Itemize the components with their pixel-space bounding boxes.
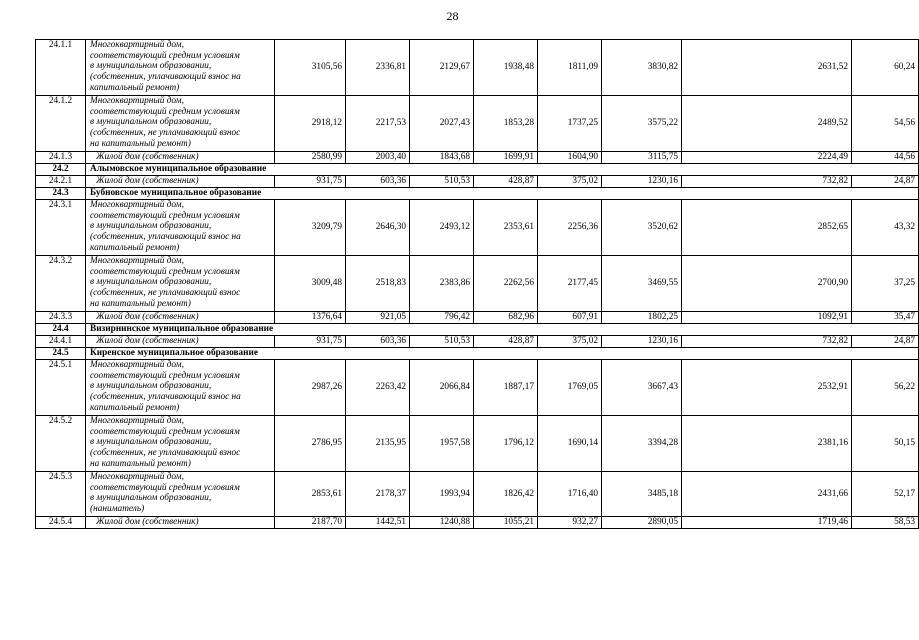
row-code: 24.1.1 — [36, 40, 86, 96]
row-code: 24.5.3 — [36, 472, 86, 517]
value-cell: 3830,82 — [602, 40, 682, 96]
description-line: (наниматель) — [90, 504, 145, 515]
table-row — [36, 176, 919, 188]
tariff-table — [35, 39, 919, 529]
value-cell: 60,24 — [852, 40, 919, 96]
value-cell: 3469,55 — [602, 256, 682, 312]
description-line: капитальный ремонт) — [90, 242, 180, 253]
value-cell: 1719,46 — [682, 517, 852, 529]
value-cell: 1376,64 — [275, 312, 346, 324]
value-cell: 2918,12 — [275, 96, 346, 152]
description-line: соответствующий средним условиям — [90, 482, 240, 493]
description-line: в муниципальном образовании, — [90, 493, 212, 504]
description-line: соответствующий средним условиям — [90, 266, 240, 277]
row-description — [86, 96, 275, 152]
section-title: Бубновское муниципальное образование — [86, 188, 919, 200]
section-title: Визирнинское муниципальное образование — [86, 324, 919, 336]
value-cell: 1716,40 — [538, 472, 602, 517]
row-description — [86, 360, 275, 416]
description-line: Многоквартирный дом, — [90, 200, 184, 210]
description-line: в муниципальном образовании, — [90, 381, 212, 392]
value-cell: 1769,05 — [538, 360, 602, 416]
row-code: 24.4.1 — [36, 336, 86, 348]
description-line: на капитальный ремонт) — [90, 298, 191, 309]
value-cell: 2700,90 — [682, 256, 852, 312]
value-cell: 52,17 — [852, 472, 919, 517]
value-cell: 1853,28 — [474, 96, 538, 152]
description-line: соответствующий средним условиям — [90, 210, 240, 221]
description-line: (собственник, не уплачивающий взнос — [90, 128, 241, 139]
value-cell: 2129,67 — [410, 40, 474, 96]
description-line: соответствующий средним условиям — [90, 106, 240, 117]
value-cell: 24,87 — [852, 336, 919, 348]
description-line: (собственник, не уплачивающий взнос — [90, 288, 241, 299]
row-description: Жилой дом (собственник) — [86, 152, 275, 164]
section-row — [36, 324, 919, 336]
section-code: 24.2 — [36, 164, 86, 176]
row-code: 24.1.3 — [36, 152, 86, 164]
table-row — [36, 200, 919, 256]
table-row — [36, 472, 919, 517]
value-cell: 2135,95 — [346, 416, 410, 472]
value-cell: 607,91 — [538, 312, 602, 324]
value-cell: 1055,21 — [474, 517, 538, 529]
value-cell: 2518,83 — [346, 256, 410, 312]
table-row — [36, 360, 919, 416]
value-cell: 2852,65 — [682, 200, 852, 256]
value-cell: 1993,94 — [410, 472, 474, 517]
row-description: Жилой дом (собственник) — [86, 517, 275, 529]
section-row — [36, 188, 919, 200]
value-cell: 2381,16 — [682, 416, 852, 472]
value-cell: 2177,45 — [538, 256, 602, 312]
table-row — [36, 312, 919, 324]
value-cell: 921,05 — [346, 312, 410, 324]
value-cell: 3667,43 — [602, 360, 682, 416]
value-cell: 1796,12 — [474, 416, 538, 472]
value-cell: 2890,05 — [602, 517, 682, 529]
value-cell: 1699,91 — [474, 152, 538, 164]
description-line: на капитальный ремонт) — [90, 458, 191, 469]
value-cell: 510,53 — [410, 176, 474, 188]
value-cell: 3520,62 — [602, 200, 682, 256]
value-cell: 375,02 — [538, 176, 602, 188]
value-cell: 2256,36 — [538, 200, 602, 256]
value-cell: 3209,79 — [275, 200, 346, 256]
value-cell: 2431,66 — [682, 472, 852, 517]
table-row — [36, 96, 919, 152]
description-line: (собственник, уплачивающий взнос на — [90, 72, 241, 83]
value-cell: 1092,91 — [682, 312, 852, 324]
value-cell: 510,53 — [410, 336, 474, 348]
row-description — [86, 256, 275, 312]
value-cell: 428,87 — [474, 336, 538, 348]
value-cell: 2336,81 — [346, 40, 410, 96]
description-line: капитальный ремонт) — [90, 82, 180, 93]
description-line: в муниципальном образовании, — [90, 277, 212, 288]
value-cell: 2383,86 — [410, 256, 474, 312]
value-cell: 3105,56 — [275, 40, 346, 96]
description-line: соответствующий средним условиям — [90, 426, 240, 437]
value-cell: 43,32 — [852, 200, 919, 256]
value-cell: 2263,42 — [346, 360, 410, 416]
value-cell: 44,56 — [852, 152, 919, 164]
value-cell: 2493,12 — [410, 200, 474, 256]
table-row — [36, 336, 919, 348]
value-cell: 1843,68 — [410, 152, 474, 164]
row-code: 24.3.1 — [36, 200, 86, 256]
value-cell: 3115,75 — [602, 152, 682, 164]
value-cell: 732,82 — [682, 336, 852, 348]
row-description: Жилой дом (собственник) — [86, 336, 275, 348]
value-cell: 1240,88 — [410, 517, 474, 529]
page-number: 28 — [446, 9, 459, 23]
value-cell: 24,87 — [852, 176, 919, 188]
value-cell: 1230,16 — [602, 176, 682, 188]
value-cell: 2027,43 — [410, 96, 474, 152]
value-cell: 3394,28 — [602, 416, 682, 472]
value-cell: 428,87 — [474, 176, 538, 188]
value-cell: 932,27 — [538, 517, 602, 529]
value-cell: 2353,61 — [474, 200, 538, 256]
value-cell: 2987,26 — [275, 360, 346, 416]
row-code: 24.2.1 — [36, 176, 86, 188]
description-line: капитальный ремонт) — [90, 402, 180, 413]
row-code: 24.1.2 — [36, 96, 86, 152]
value-cell: 54,56 — [852, 96, 919, 152]
value-cell: 2262,56 — [474, 256, 538, 312]
row-description: Жилой дом (собственник) — [86, 312, 275, 324]
description-line: Многоквартирный дом, — [90, 416, 184, 426]
value-cell: 2786,95 — [275, 416, 346, 472]
section-code: 24.5 — [36, 348, 86, 360]
value-cell: 1737,25 — [538, 96, 602, 152]
row-code: 24.5.2 — [36, 416, 86, 472]
value-cell: 2066,84 — [410, 360, 474, 416]
row-description — [86, 40, 275, 96]
row-description — [86, 200, 275, 256]
value-cell: 3485,18 — [602, 472, 682, 517]
table-row — [36, 256, 919, 312]
description-line: соответствующий средним условиям — [90, 50, 240, 61]
value-cell: 37,25 — [852, 256, 919, 312]
description-line: (собственник, уплачивающий взнос на — [90, 392, 241, 403]
description-line: (собственник, уплачивающий взнос на — [90, 232, 241, 243]
value-cell: 50,15 — [852, 416, 919, 472]
section-row — [36, 348, 919, 360]
value-cell: 1957,58 — [410, 416, 474, 472]
description-line: Многоквартирный дом, — [90, 472, 184, 482]
value-cell: 931,75 — [275, 336, 346, 348]
value-cell: 931,75 — [275, 176, 346, 188]
table-row — [36, 40, 919, 96]
table-row — [36, 152, 919, 164]
description-line: в муниципальном образовании, — [90, 437, 212, 448]
row-code: 24.3.3 — [36, 312, 86, 324]
value-cell: 58,53 — [852, 517, 919, 529]
value-cell: 35,47 — [852, 312, 919, 324]
section-title: Киренское муниципальное образование — [86, 348, 919, 360]
description-line: в муниципальном образовании, — [90, 61, 212, 72]
row-code: 24.3.2 — [36, 256, 86, 312]
value-cell: 732,82 — [682, 176, 852, 188]
value-cell: 56,22 — [852, 360, 919, 416]
section-code: 24.4 — [36, 324, 86, 336]
row-description: Жилой дом (собственник) — [86, 176, 275, 188]
value-cell: 2187,70 — [275, 517, 346, 529]
row-code: 24.5.1 — [36, 360, 86, 416]
value-cell: 2224,49 — [682, 152, 852, 164]
value-cell: 375,02 — [538, 336, 602, 348]
description-line: (собственник, не уплачивающий взнос — [90, 448, 241, 459]
section-row — [36, 164, 919, 176]
table-row — [36, 517, 919, 529]
value-cell: 2178,37 — [346, 472, 410, 517]
value-cell: 2532,91 — [682, 360, 852, 416]
description-line: Многоквартирный дом, — [90, 360, 184, 370]
description-line: в муниципальном образовании, — [90, 221, 212, 232]
value-cell: 603,36 — [346, 336, 410, 348]
value-cell: 2631,52 — [682, 40, 852, 96]
value-cell: 1230,16 — [602, 336, 682, 348]
value-cell: 2489,52 — [682, 96, 852, 152]
value-cell: 1802,25 — [602, 312, 682, 324]
section-title: Алымовское муниципальное образование — [86, 164, 919, 176]
value-cell: 1604,90 — [538, 152, 602, 164]
value-cell: 796,42 — [410, 312, 474, 324]
value-cell: 1811,09 — [538, 40, 602, 96]
value-cell: 1826,42 — [474, 472, 538, 517]
value-cell: 1690,14 — [538, 416, 602, 472]
value-cell: 2580,99 — [275, 152, 346, 164]
section-code: 24.3 — [36, 188, 86, 200]
value-cell: 1938,48 — [474, 40, 538, 96]
value-cell: 603,36 — [346, 176, 410, 188]
value-cell: 1442,51 — [346, 517, 410, 529]
description-line: Многоквартирный дом, — [90, 40, 184, 50]
description-line: Многоквартирный дом, — [90, 256, 184, 266]
value-cell: 1887,17 — [474, 360, 538, 416]
value-cell: 2217,53 — [346, 96, 410, 152]
description-line: в муниципальном образовании, — [90, 117, 212, 128]
value-cell: 3575,22 — [602, 96, 682, 152]
description-line: на капитальный ремонт) — [90, 138, 191, 149]
value-cell: 3009,48 — [275, 256, 346, 312]
description-line: Многоквартирный дом, — [90, 96, 184, 106]
row-code: 24.5.4 — [36, 517, 86, 529]
table-row — [36, 416, 919, 472]
value-cell: 2646,30 — [346, 200, 410, 256]
value-cell: 682,96 — [474, 312, 538, 324]
value-cell: 2003,40 — [346, 152, 410, 164]
row-description — [86, 416, 275, 472]
description-line: соответствующий средним условиям — [90, 370, 240, 381]
row-description — [86, 472, 275, 517]
value-cell: 2853,61 — [275, 472, 346, 517]
